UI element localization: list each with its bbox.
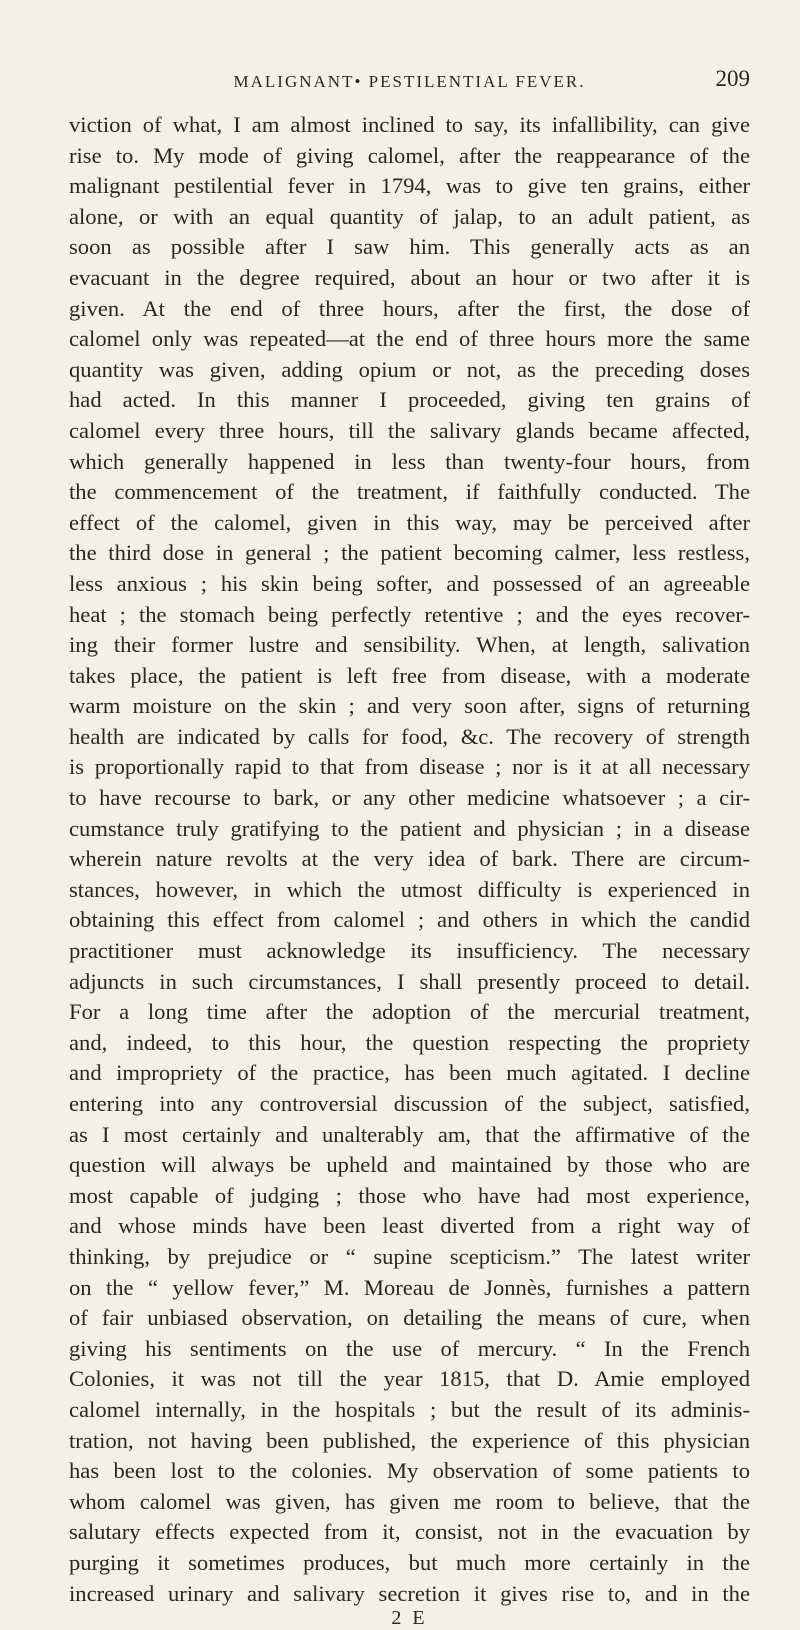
text-line: soon as possible after I saw him. This generally acts as an: [69, 234, 750, 260]
text-line: quantity was given, adding opium or not, as the preceding doses: [69, 356, 750, 382]
text-line: calomel only was repeated—at the end of three hours more the same: [69, 326, 750, 352]
text-line: the commencement of the treatment, if faithfully conducted. The: [69, 479, 750, 505]
text-line: giving his sentiments on the use of mercury. “ In the French: [69, 1335, 750, 1361]
text-line: viction of what, I am almost inclined to say, its infallibility, can give: [69, 112, 750, 137]
text-line: and, indeed, to this hour, the question respecting the propriety: [69, 1029, 750, 1055]
text-line: thinking, by prejudice or “ supine scepticism.” The latest writer: [69, 1243, 750, 1269]
text-line: less anxious ; his skin being softer, and possessed of an agreeable: [69, 570, 750, 596]
running-head: MALIGNANT• PESTILENTIAL FEVER.: [233, 72, 586, 91]
text-line: heat ; the stomach being perfectly retentive ; and the eyes recover-: [69, 601, 750, 627]
text-line: most capable of judging ; those who have had most experience,: [69, 1182, 750, 1208]
text-line: has been lost to the colonies. My observation of some patients to: [69, 1458, 750, 1484]
text-line: question will always be upheld and maintained by those who are: [69, 1152, 750, 1178]
text-line: the third dose in general ; the patient becoming calmer, less restless,: [69, 540, 750, 566]
text-line: calomel internally, in the hospitals ; but the result of its adminis-: [69, 1396, 750, 1422]
page-header: [69, 62, 750, 102]
text-line: adjuncts in such circumstances, I shall presently proceed to detail.: [69, 968, 750, 994]
text-line: malignant pestilential fever in 1794, was to give ten grains, either: [69, 173, 750, 199]
text-line: obtaining this effect from calomel ; and others in which the candid: [69, 907, 750, 933]
text-line: to have recourse to bark, or any other medicine whatsoever ; a cir-: [69, 785, 750, 811]
text-line: purging it sometimes produces, but much more certainly in the: [69, 1549, 750, 1575]
text-line: practitioner must acknowledge its insufficiency. The necessary: [69, 938, 750, 964]
text-line: on the “ yellow fever,” M. Moreau de Jonnès, furnishes a pattern: [69, 1274, 750, 1300]
text-line: given. At the end of three hours, after the first, the dose of: [69, 295, 750, 321]
text-line: and whose minds have been least diverted from a right way of: [69, 1213, 750, 1239]
body-text: [69, 110, 750, 1609]
text-line: entering into any controversial discussion of the subject, satisfied,: [69, 1091, 750, 1116]
text-line: salutary effects expected from it, consist, not in the evacuation by: [69, 1519, 750, 1545]
text-line: and impropriety of the practice, has been much agitated. I decline: [69, 1060, 750, 1086]
text-line: effect of the calomel, given in this way, may be perceived after: [69, 509, 750, 535]
page-number: 209: [715, 66, 750, 91]
signature-mark: 2 E: [391, 1607, 428, 1630]
text-line: had acted. In this manner I proceeded, giving ten grains of: [69, 387, 750, 413]
text-line: of fair unbiased observation, on detailing the means of cure, when: [69, 1305, 750, 1331]
text-line: calomel every three hours, till the salivary glands became affected,: [69, 417, 750, 443]
text-line: alone, or with an equal quantity of jalap, to an adult patient, as: [69, 203, 750, 229]
text-line: increased urinary and salivary secretion it gives rise to, and in the: [69, 1580, 750, 1606]
text-line: takes place, the patient is left free from disease, with a moderate: [69, 662, 750, 688]
text-line: warm moisture on the skin ; and very soon after, signs of returning: [69, 693, 750, 719]
text-line: cumstance truly gratifying to the patient and physician ; in a disease: [69, 815, 750, 841]
text-line: stances, however, in which the utmost difficulty is experienced in: [69, 876, 750, 902]
text-line: is proportionally rapid to that from disease ; nor is it at all necessary: [69, 754, 750, 780]
text-line: rise to. My mode of giving calomel, after the reappearance of the: [69, 142, 750, 168]
text-line: evacuant in the degree required, about an hour or two after it is: [69, 264, 750, 290]
text-line: wherein nature revolts at the very idea of bark. There are circum-: [69, 846, 750, 872]
text-line: as I most certainly and unalterably am, that the affirmative of the: [69, 1121, 750, 1147]
text-line: whom calomel was given, has given me room to believe, that the: [69, 1488, 750, 1514]
text-line: tration, not having been published, the experience of this physician: [69, 1427, 750, 1453]
text-line: which generally happened in less than twenty-four hours, from: [69, 448, 750, 474]
text-line: ing their former lustre and sensibility. When, at length, salivation: [69, 632, 750, 658]
text-line: health are indicated by calls for food, &c. The recovery of strength: [69, 723, 750, 749]
text-line: Colonies, it was not till the year 1815, that D. Amie employed: [69, 1366, 750, 1392]
text-line: For a long time after the adoption of the mercurial treatment,: [69, 999, 750, 1025]
